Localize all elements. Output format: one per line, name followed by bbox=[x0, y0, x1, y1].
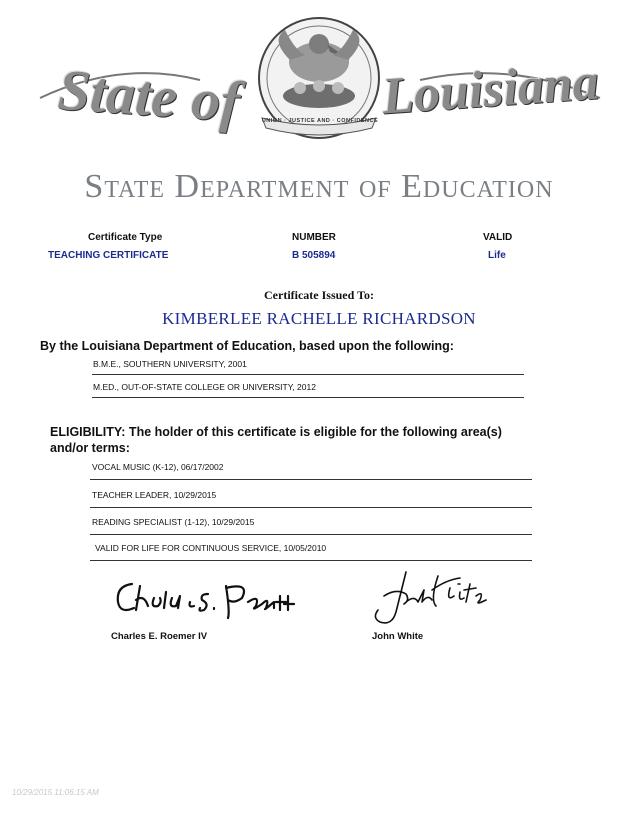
eligibility-rule bbox=[90, 560, 532, 561]
issued-to-name: KIMBERLEE RACHELLE RICHARDSON bbox=[162, 309, 476, 328]
eligibility-rule bbox=[90, 479, 532, 480]
certificate-type-value: TEACHING CERTIFICATE bbox=[48, 250, 169, 261]
eligibility-item: TEACHER LEADER, 10/29/2015 bbox=[92, 490, 217, 500]
issued-to-label: Certificate Issued To: bbox=[264, 288, 374, 302]
basis-heading: By the Louisiana Department of Education, based upon the following: bbox=[40, 339, 454, 353]
department-title: State Department of Education bbox=[84, 168, 554, 205]
eligibility-rule bbox=[90, 534, 532, 535]
eligibility-heading: ELIGIBILITY: The holder of this certificate is eligible for the following area(s) and/or terms: bbox=[50, 425, 502, 455]
eligibility-item: VOCAL MUSIC (K-12), 06/17/2002 bbox=[92, 462, 224, 472]
seal-motto: UNION · JUSTICE AND · CONFIDENCE bbox=[261, 118, 379, 124]
basis-item: B.M.E., SOUTHERN UNIVERSITY, 2001 bbox=[93, 359, 247, 369]
eligibility-item: VALID FOR LIFE FOR CONTINUOUS SERVICE, 10/05/2010 bbox=[95, 543, 327, 553]
basis-item: M.ED., OUT-OF-STATE COLLEGE OR UNIVERSITY, 2012 bbox=[93, 382, 316, 392]
certificate-valid-label: VALID bbox=[483, 232, 513, 243]
certificate-number-label: NUMBER bbox=[292, 232, 336, 243]
certificate-valid-value: Life bbox=[488, 250, 506, 261]
seal-text-left: State of bbox=[55, 56, 243, 135]
eligibility-rule bbox=[90, 507, 532, 508]
certificate-type-label: Certificate Type bbox=[88, 232, 163, 243]
basis-rule bbox=[92, 374, 524, 375]
seal-text-right: Louisiana bbox=[380, 53, 601, 126]
signature-name-left: Charles E. Roemer IV bbox=[111, 631, 208, 642]
signature-white-icon bbox=[366, 566, 496, 630]
eligibility-item: READING SPECIALIST (1-12), 10/29/2015 bbox=[92, 517, 255, 527]
print-timestamp: 10/29/2015 11:06:15 AM bbox=[12, 788, 99, 797]
certificate-number-value: B 505894 bbox=[292, 250, 336, 261]
basis-rule bbox=[92, 397, 524, 398]
signature-roemer-icon bbox=[110, 572, 300, 624]
signature-name-right: John White bbox=[372, 631, 424, 642]
